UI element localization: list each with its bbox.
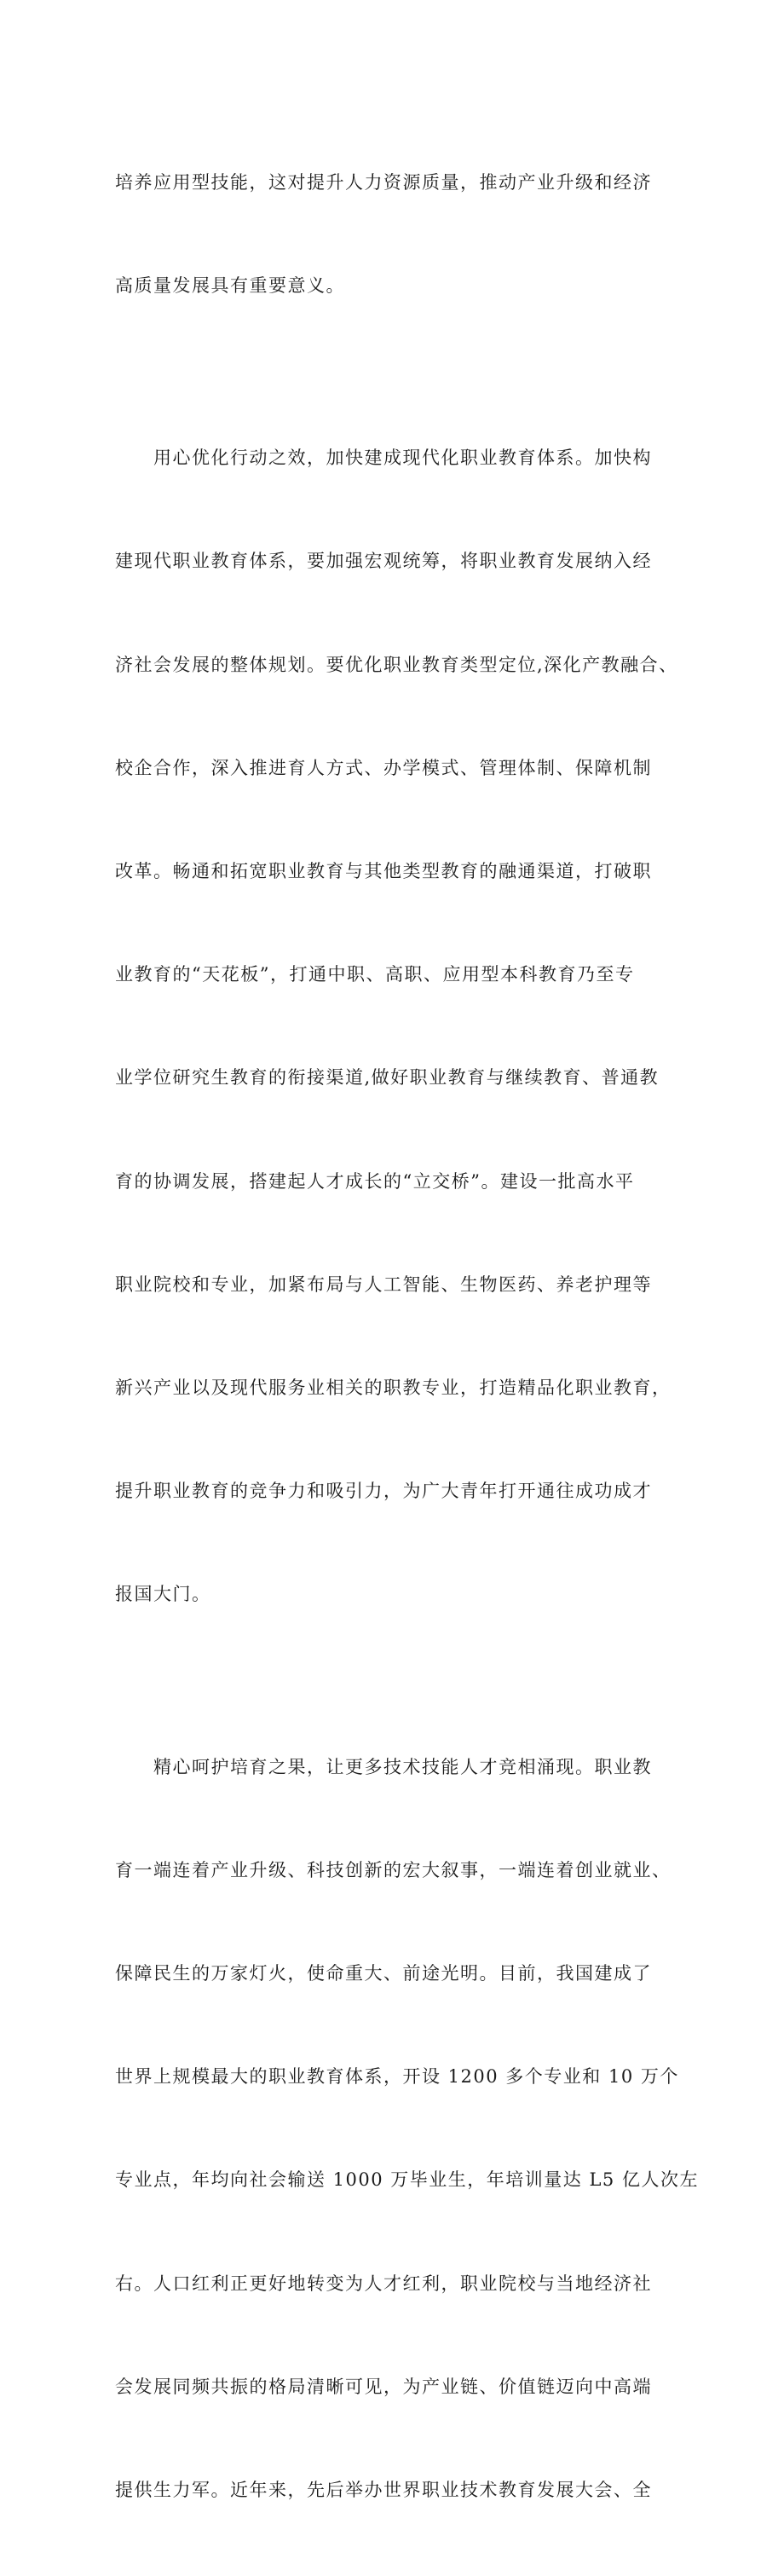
text-line: 用心优化行动之效，加快建成现代化职业教育体系。加快构 bbox=[115, 448, 652, 469]
text-line: 精心呵护培育之果，让更多技术技能人才竞相涌现。职业教 bbox=[115, 1756, 652, 1777]
text-line: 改革。畅通和拓宽职业教育与其他类型教育的融通渠道，打破职 bbox=[115, 860, 652, 881]
text-line: 提升职业教育的竞争力和吸引力，为广大青年打开通往成功成才 bbox=[115, 1481, 652, 1502]
text-line: 培养应用型技能，这对提升人力资源质量，推动产业升级和经济 bbox=[115, 171, 652, 193]
text-line: 右。人口红利正更好地转变为人才红利，职业院校与当地经济社 bbox=[115, 2273, 652, 2294]
text-line: 高质量发展具有重要意义。 bbox=[115, 275, 345, 297]
text-line: 提供生力军。近年来，先后举办世界职业技术教育发展大会、全 bbox=[115, 2480, 652, 2501]
body-text bbox=[115, 96, 699, 2576]
text-line: 新兴产业以及现代服务业相关的职教专业，打造精品化职业教育， bbox=[115, 1378, 672, 1399]
text-line: 保障民生的万家灯火，使命重大、前途光明。目前，我国建成了 bbox=[115, 1962, 652, 1984]
paragraph-1 bbox=[115, 96, 677, 372]
paragraph-2 bbox=[115, 372, 677, 1680]
text-line: 业学位研究生教育的衔接渠道,做好职业教育与继续教育、普通教 bbox=[115, 1067, 660, 1089]
text-line: 专业点，年均向社会输送 1000 万毕业生，年培训量达 L5 亿人次左 bbox=[115, 2169, 699, 2191]
text-line: 校企合作，深入推进育人方式、办学模式、管理体制、保障机制 bbox=[115, 757, 652, 778]
text-line: 建现代职业教育体系，要加强宏观统筹，将职业教育发展纳入经 bbox=[115, 551, 652, 572]
text-line: 济社会发展的整体规划。要优化职业教育类型定位,深化产教融合、 bbox=[115, 654, 678, 675]
text-line: 会发展同频共振的格局清晰可见，为产业链、价值链迈向中高端 bbox=[115, 2376, 652, 2397]
paragraph-3 bbox=[115, 1681, 699, 2576]
text-line: 育一端连着产业升级、科技创新的宏大叙事，一端连着创业就业、 bbox=[115, 1859, 672, 1880]
text-line: 世界上规模最大的职业教育体系，开设 1200 多个专业和 10 万个 bbox=[115, 2066, 679, 2088]
text-line: 报国大门。 bbox=[115, 1584, 211, 1605]
text-line: 业教育的“天花板”，打通中职、高职、应用型本科教育乃至专 bbox=[115, 964, 635, 985]
text-line: 育的协调发展，搭建起人才成长的“立交桥”。建设一批高水平 bbox=[115, 1170, 635, 1192]
text-line: 职业院校和专业，加紧布局与人工智能、生物医药、养老护理等 bbox=[115, 1274, 652, 1295]
